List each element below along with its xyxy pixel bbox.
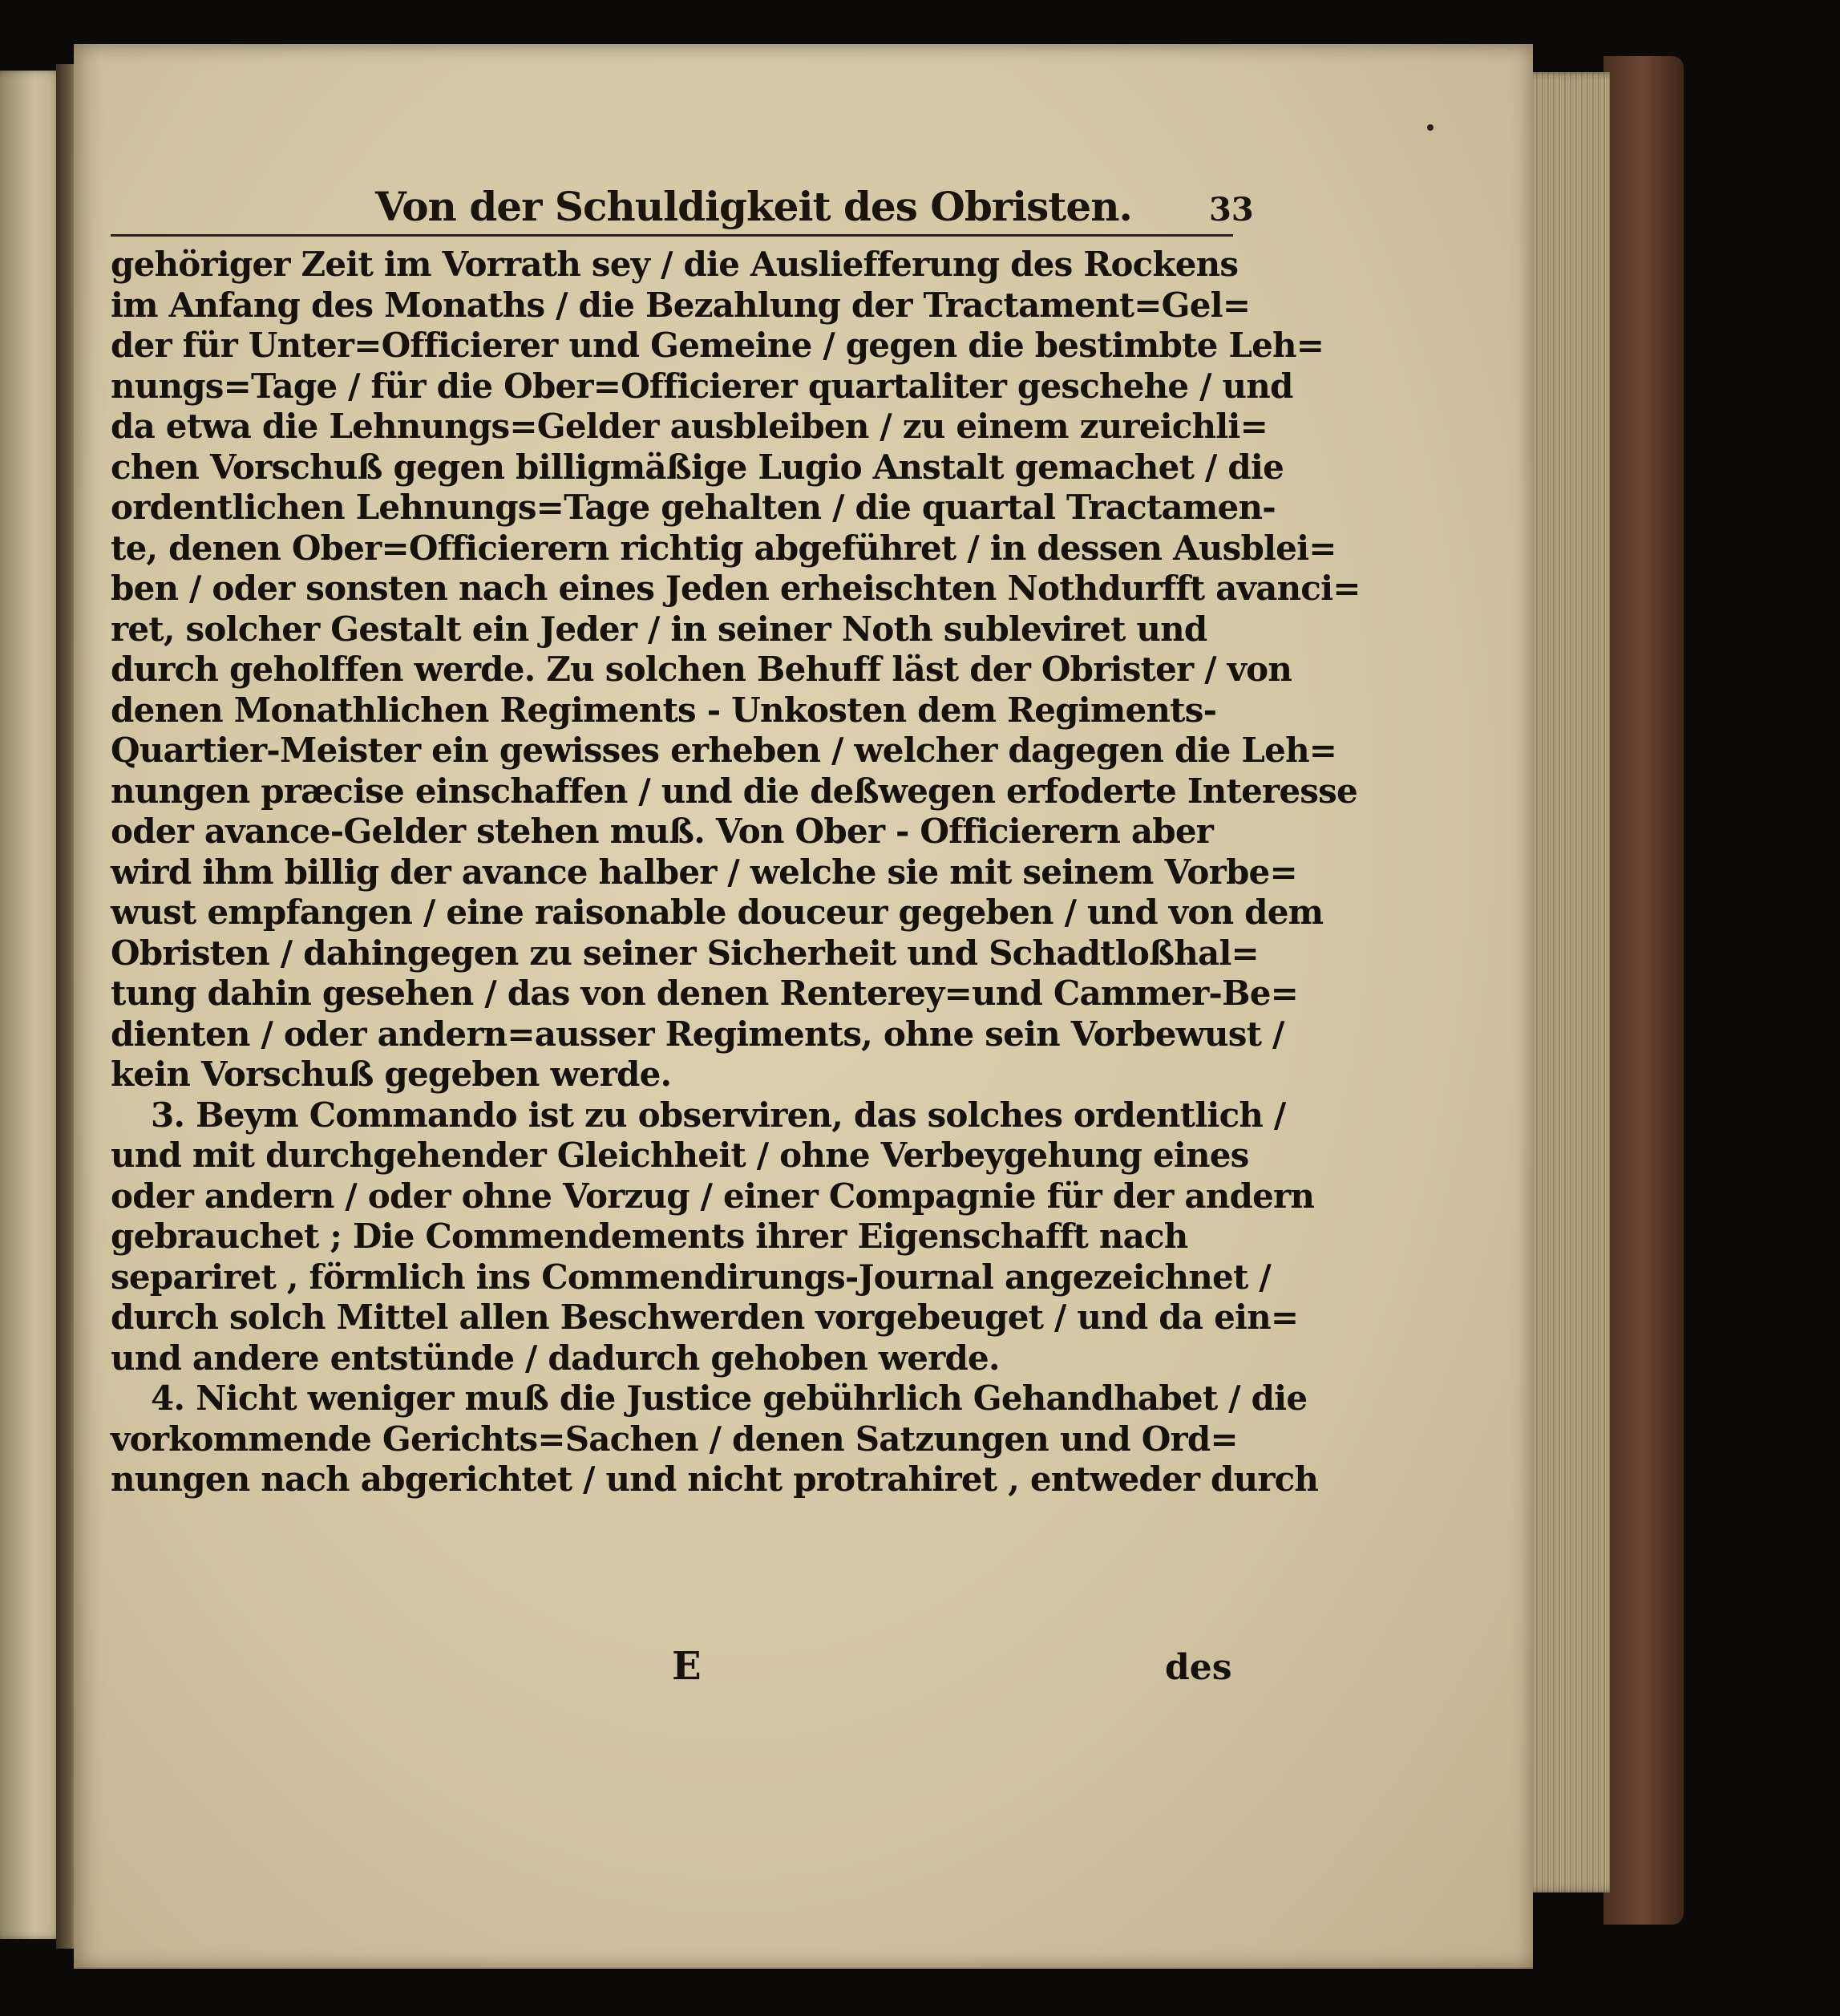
text-line: vorkommende Gerichts=Sachen / denen Satzungen und Ord= [111,1419,1238,1459]
text-line: te, denen Ober=Officierern richtig abgeführet / in dessen Ausblei= [111,528,1337,568]
text-line: oder avance-Gelder stehen muß. Von Ober - Officierern aber [111,812,1214,851]
text-line: im Anfang des Monaths / die Bezahlung der Tractament=Gel= [111,285,1251,325]
text-line: gehöriger Zeit im Vorrath sey / die Ausliefferung des Rockens [111,245,1239,284]
header-rule [111,234,1233,237]
body-text [111,245,1361,1500]
paper-speck [1427,124,1434,131]
text-line: dienten / oder andern=ausser Regiments, ohne sein Vorbewust / [111,1014,1284,1054]
text-line: der für Unter=Officierer und Gemeine / gegen die bestimbte Leh= [111,326,1324,365]
text-line: nungen nach abgerichtet / und nicht protrahiret , entweder durch [111,1459,1319,1499]
text-line: ben / oder sonsten nach eines Jeden erheischten Nothdurfft avanci= [111,569,1361,608]
left-page-edge [0,71,63,1939]
text-line: nungen præcise einschaffen / und die deßwegen erfoderte Interesse [111,771,1357,811]
text-line: durch geholffen werde. Zu solchen Behuff läst der Obrister / von [111,650,1292,689]
text-line: ordentlichen Lehnungs=Tage gehalten / die quartal Tractamen- [111,488,1276,527]
text-line: oder andern / oder ohne Vorzug / einer Compagnie für der andern [111,1176,1315,1216]
paragraph-start-line: 4. Nicht weniger muß die Justice gebührlich Gehandhabet / die [151,1378,1308,1418]
text-line: durch solch Mittel allen Beschwerden vorgebeuget / und da ein= [111,1297,1299,1337]
text-line: denen Monathlichen Regiments - Unkosten dem Regiments- [111,690,1217,730]
catchword: des [1165,1647,1232,1688]
page-header [111,178,1254,242]
text-line: Obristen / dahingegen zu seiner Sicherheit und Schadtloßhal= [111,933,1259,973]
text-line: separiret , förmlich ins Commendirungs-Journal angezeichnet / [111,1257,1271,1297]
text-line: und mit durchgehender Gleichheit / ohne Verbeygehung eines [111,1136,1249,1175]
text-line: wird ihm billig der avance halber / welche sie mit seinem Vorbe= [111,852,1297,892]
book-cover-edge [1603,56,1684,1925]
text-line: tung dahin gesehen / das von denen Renterey=und Cammer-Be= [111,974,1299,1013]
text-line: da etwa die Lehnungs=Gelder ausbleiben / zu einem zureichli= [111,407,1268,446]
text-line: gebrauchet ; Die Commendements ihrer Eigenschafft nach [111,1216,1188,1256]
page-footer [111,1644,1233,1692]
text-line: nungs=Tage / für die Ober=Officierer quartaliter geschehe / und [111,366,1293,406]
signature-mark: E [672,1644,702,1689]
page-number: 33 [1209,191,1254,229]
text-line: wust empfangen / eine raisonable douceur gegeben / und von dem [111,893,1324,932]
text-line: und andere entstünde / dadurch gehoben werde. [111,1338,1000,1378]
text-line: ret, solcher Gestalt ein Jeder / in seiner Noth subleviret und [111,609,1207,649]
page-stack-edge [1522,72,1610,1893]
running-head: Von der Schuldigkeit des Obristen. [375,183,1132,230]
text-line: kein Vorschuß gegeben werde. [111,1055,672,1094]
paragraph-start-line: 3. Beym Commando ist zu observiren, das solches ordentlich / [151,1095,1286,1135]
text-line: Quartier-Meister ein gewisses erheben / welcher dagegen die Leh= [111,731,1337,770]
text-line: chen Vorschuß gegen billigmäßige Lugio Anstalt gemachet / die [111,447,1284,487]
